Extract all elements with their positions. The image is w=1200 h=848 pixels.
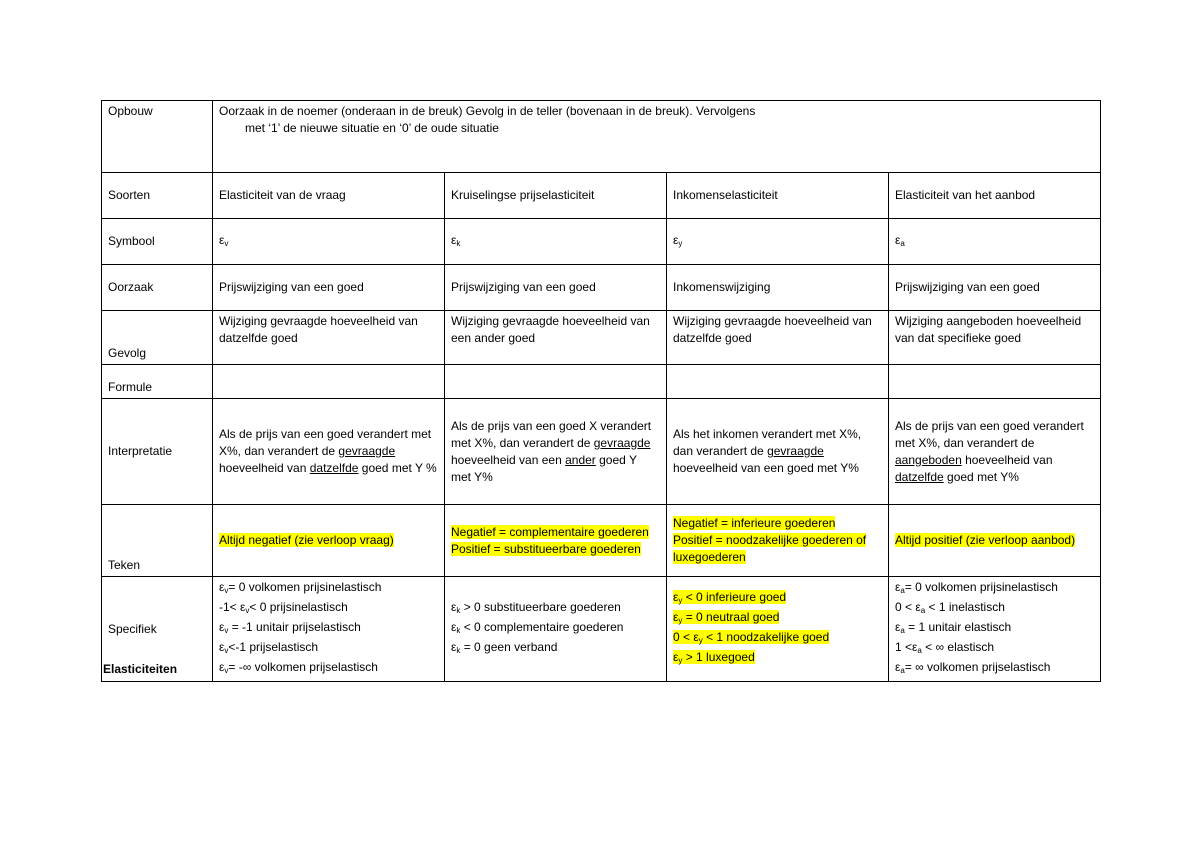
epsilon-symbol: ε: [673, 232, 679, 247]
row-interpretatie: [102, 399, 1101, 505]
teken-cell-1: [213, 505, 445, 577]
opbouw-line-2: met ‘1’ de nieuwe situatie en ‘0’ de oude situatie: [245, 121, 499, 135]
row-specifiek: [102, 577, 1101, 682]
epsilon-symbol: ε: [895, 232, 901, 247]
spec-line: $-1< \varepsilon_v< 0$ prijsinelastisch: [219, 600, 348, 615]
gevolg-cell-3: Wijziging gevraagde hoeveelheid van datzelfde goed: [667, 311, 889, 365]
spec-line: $\varepsilon_y < 0$ inferieure goed: [673, 590, 787, 605]
formule-cell-1: [213, 365, 445, 399]
spec-line: $0 < \varepsilon_a < 1$ inelastisch: [895, 600, 1005, 615]
underlined-word: gevraagde: [593, 435, 651, 450]
row-label-gevolg: Gevolg: [102, 311, 213, 365]
spec-line: $\varepsilon_k = 0$ geen verband: [451, 640, 558, 655]
soorten-cell-3: Inkomenselasticiteit: [667, 173, 889, 219]
spec-line: $\varepsilon_v= 0$ volkomen prijsinelastisch: [219, 580, 382, 595]
underlined-word: gevraagde: [767, 444, 824, 458]
text-part: hoeveelheid van: [961, 452, 1053, 467]
text-part: Als de prijs van een goed X verandert met X%, dan verandert de: [451, 418, 652, 450]
spec-line: $0 < \varepsilon_y < 1$ noodzakelijke goed: [673, 630, 830, 645]
highlight-text: Positief = noodzakelijke goederen of luxegoederen: [673, 533, 867, 564]
row-opbouw: [102, 101, 1101, 173]
interpretatie-cell-3: [667, 399, 889, 505]
symbol-subscript: y: [678, 238, 683, 248]
interpretatie-cell-1: [213, 399, 445, 505]
highlight-text: Altijd negatief (zie verloop vraag): [219, 533, 394, 547]
soorten-cell-4: Elasticiteit van het aanbod: [889, 173, 1101, 219]
spec-line: $\varepsilon_y = 0$ neutraal goed: [673, 610, 780, 625]
spec-line: $\varepsilon_a= 0$ volkomen prijsinelastisch: [895, 580, 1058, 595]
row-label-formule: Formule: [102, 365, 213, 399]
teken-cell-3: [667, 505, 889, 577]
underlined-word: ander: [565, 452, 596, 467]
text-part: Als de prijs van een goed verandert met X%, dan verandert de: [219, 427, 432, 458]
underlined-word: datzelfde: [895, 469, 944, 484]
spec-line: $\varepsilon_v<-1$ prijselastisch: [219, 640, 319, 655]
text-part: goed met Y %: [358, 461, 437, 475]
row-label-symbool: Symbool: [102, 219, 213, 265]
table-caption: Elasticiteiten: [103, 662, 178, 676]
text-part: goed met Y%: [943, 469, 1019, 484]
soorten-cell-2: Kruiselingse prijselasticiteit: [445, 173, 667, 219]
symbool-cell-1: [213, 219, 445, 265]
row-label-soorten: Soorten: [102, 173, 213, 219]
text-part: Als de prijs van een goed verandert met X%, dan verandert de: [895, 418, 1084, 450]
gevolg-cell-2: Wijziging gevraagde hoeveelheid van een ander goed: [445, 311, 667, 365]
row-label-teken: Teken: [102, 505, 213, 577]
underlined-word: aangeboden: [895, 452, 962, 467]
spec-line: $\varepsilon_a=$ ∞ volkomen prijselastisch: [895, 660, 1051, 675]
spec-line: $\varepsilon_v = -1$ unitair prijselastisch: [219, 620, 361, 635]
specifiek-cell-2: [445, 577, 667, 682]
spec-line: $\varepsilon_a = 1$ unitair elastisch: [895, 620, 1012, 635]
spec-line: $\varepsilon_v=$ -∞ volkomen prijselastisch: [219, 660, 378, 675]
row-label-oorzaak: Oorzaak: [102, 265, 213, 311]
spec-line: $\varepsilon_y > 1$ luxegoed: [673, 650, 755, 665]
underlined-word: gevraagde: [338, 444, 396, 458]
epsilon-symbol: ε: [451, 232, 457, 247]
symbool-cell-2: [445, 219, 667, 265]
symbol-subscript: v: [224, 238, 229, 248]
row-formule: [102, 365, 1101, 399]
text-part: hoeveelheid van een goed met Y%: [673, 461, 859, 475]
underlined-word: datzelfde: [309, 461, 359, 475]
interpretatie-cell-4: [889, 399, 1101, 505]
text-part: goed Y met Y%: [451, 452, 637, 484]
row-symbool: [102, 219, 1101, 265]
formule-cell-3: [667, 365, 889, 399]
spec-line: $\varepsilon_k < 0$ complementaire goederen: [451, 620, 624, 635]
highlight-text: Negatief = complementaire goederen: [451, 524, 649, 539]
gevolg-cell-4: Wijziging aangeboden hoeveelheid van dat specifieke goed: [889, 311, 1101, 365]
specifiek-cell-4: [889, 577, 1101, 682]
oorzaak-cell-4: Prijswijziging van een goed: [889, 265, 1101, 311]
teken-cell-4: [889, 505, 1101, 577]
row-label-interpretatie: Interpretatie: [102, 399, 213, 505]
row-oorzaak: [102, 265, 1101, 311]
specifiek-cell-1: [213, 577, 445, 682]
text-part: Als het inkomen verandert met X%, dan verandert de: [673, 427, 862, 458]
row-label-opbouw: Opbouw: [102, 101, 213, 173]
interpretatie-cell-2: [445, 399, 667, 505]
elasticity-table: [101, 100, 1101, 682]
symbol-subscript: k: [456, 238, 461, 248]
spec-line: $1 <\varepsilon_a$ < ∞ elastisch: [895, 640, 995, 655]
oorzaak-cell-2: Prijswijziging van een goed: [445, 265, 667, 311]
highlight-text: Positief = substitueerbare goederen: [451, 541, 641, 556]
symbol-subscript: a: [900, 238, 905, 248]
soorten-cell-1: Elasticiteit van de vraag: [213, 173, 445, 219]
oorzaak-cell-3: Inkomenswijziging: [667, 265, 889, 311]
specifiek-cell-3: [667, 577, 889, 682]
formule-cell-2: [445, 365, 667, 399]
epsilon-symbol: ε: [219, 232, 225, 247]
oorzaak-cell-1: Prijswijziging van een goed: [213, 265, 445, 311]
opbouw-line-1: Oorzaak in de noemer (onderaan in de breuk) Gevolg in de teller (bovenaan in de breuk). Vervolgens: [219, 104, 756, 118]
text-part: hoeveelheid van: [219, 461, 310, 475]
row-soorten: [102, 173, 1101, 219]
teken-cell-2: [445, 505, 667, 577]
text-part: hoeveelheid van een: [451, 452, 566, 467]
row-teken: [102, 505, 1101, 577]
row-gevolg: [102, 311, 1101, 365]
highlight-text: Negatief = inferieure goederen: [673, 516, 836, 530]
spec-line: $\varepsilon_k > 0$ substitueerbare goederen: [451, 600, 621, 615]
symbool-cell-4: [889, 219, 1101, 265]
gevolg-cell-1: Wijziging gevraagde hoeveelheid van datzelfde goed: [213, 311, 445, 365]
row-label-specifiek: Specifiek: [102, 577, 213, 682]
symbool-cell-3: [667, 219, 889, 265]
formule-cell-4: [889, 365, 1101, 399]
highlight-text: Altijd positief (zie verloop aanbod): [895, 533, 1076, 547]
opbouw-text: [213, 101, 1101, 173]
